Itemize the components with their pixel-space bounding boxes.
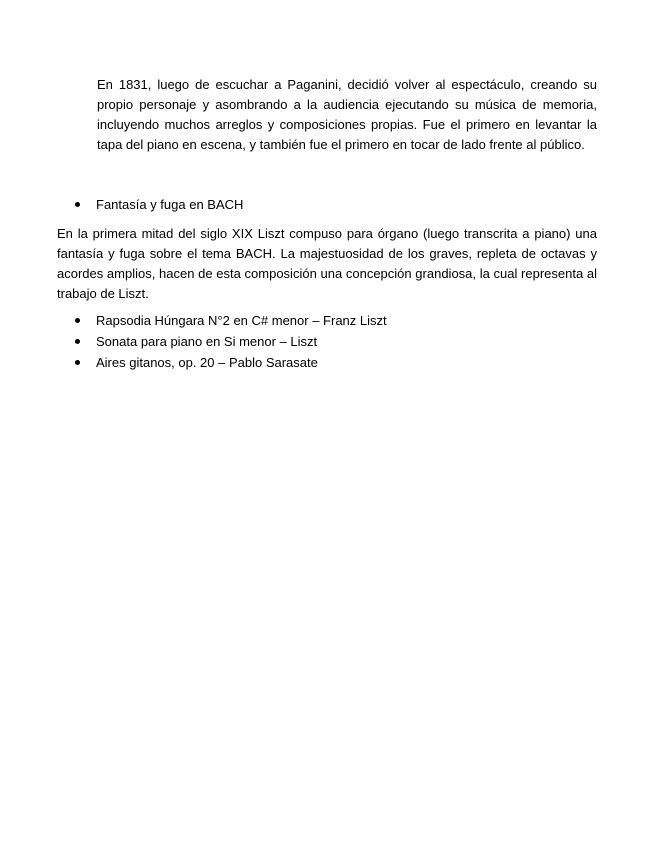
list-item-label: Rapsodia Húngara N°2 en C# menor – Franz Liszt	[96, 313, 387, 328]
bullet-icon	[75, 318, 80, 323]
paragraph-bach: En la primera mitad del siglo XIX Liszt compuso para órgano (luego transcrita a piano) una fantasía y fuga sobre el tema BACH. La majestuosidad de los graves, repleta de octavas y acordes amplios, hacen de esta composición una concepción grandiosa, la cual representa al trabajo de Liszt.	[57, 226, 597, 301]
list-item-label: Sonata para piano en Si menor – Liszt	[96, 334, 318, 349]
list-item-label: Fantasía y fuga en BACH	[96, 197, 244, 212]
list-item	[0, 311, 387, 332]
list-item	[0, 332, 387, 353]
bullet-icon	[75, 339, 80, 344]
bullet-list-bach	[0, 195, 243, 216]
list-item	[0, 195, 243, 216]
list-item	[0, 353, 387, 374]
bullet-list-works	[0, 311, 387, 374]
paragraph-paganini: En 1831, luego de escuchar a Paganini, decidió volver al espectáculo, creando su propio personaje y asombrando a la audiencia ejecutando su música de memoria, incluyendo muchos arreglos y composiciones propias. Fue el primero en levantar la tapa del piano en escena, y también fue el primero en tocar de lado frente al público.	[97, 77, 597, 152]
bullet-icon	[75, 360, 80, 365]
list-item-label: Aires gitanos, op. 20 – Pablo Sarasate	[96, 355, 318, 370]
bullet-icon	[75, 202, 80, 207]
